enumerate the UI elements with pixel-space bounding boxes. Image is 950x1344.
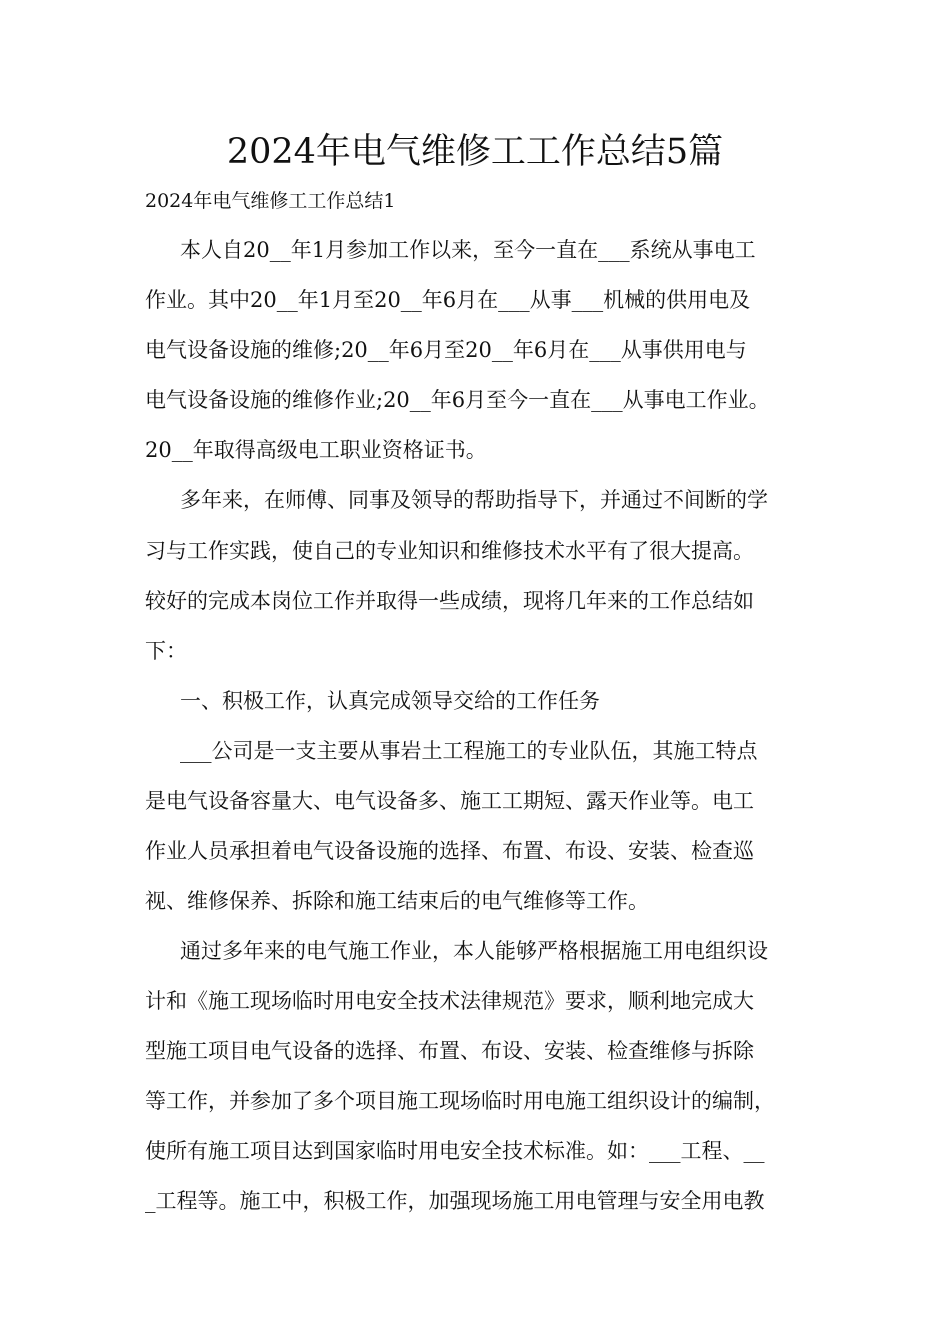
paragraph-line: 作业。其中20__年1月至20__年6月在___从事___机械的供用电及 [145,288,751,312]
section-heading: 一、积极工作，认真完成领导交给的工作任务 [180,689,600,713]
paragraph-line: 视、维修保养、拆除和施工结束后的电气维修等工作。 [145,889,649,913]
paragraph-line: 通过多年来的电气施工作业，本人能够严格根据施工用电组织设 [180,939,768,963]
paragraph-line: 作业人员承担着电气设备设施的选择、布置、布设、安装、检查巡 [145,839,754,863]
paragraph-line: 是电气设备容量大、电气设备多、施工工期短、露天作业等。电工 [145,789,754,813]
paragraph-line: ___公司是一支主要从事岩土工程施工的专业队伍，其施工特点 [180,739,758,763]
paragraph-line: 电气设备设施的维修作业;20__年6月至今一直在___从事电工作业。 [145,388,770,412]
paragraph-line: 习与工作实践，使自己的专业知识和维修技术水平有了很大提高。 [145,539,754,563]
document-title: 2024年电气维修工工作总结5篇 [226,132,724,172]
paragraph-line: 较好的完成本岗位工作并取得一些成绩，现将几年来的工作总结如 [145,589,754,613]
paragraph-line: 多年来，在师傅、同事及领导的帮助指导下，并通过不间断的学 [180,488,768,512]
paragraph-line: 下： [145,639,187,663]
paragraph-line: 电气设备设施的维修;20__年6月至20__年6月在___从事供用电与 [145,338,747,362]
paragraph-line: 20__年取得高级电工职业资格证书。 [145,438,487,462]
paragraph-line: 本人自20__年1月参加工作以来，至今一直在___系统从事电工 [180,238,756,262]
paragraph-line: 计和《施工现场临时用电安全技术法律规范》要求，顺利地完成大 [145,989,754,1013]
paragraph-line: 等工作，并参加了多个项目施工现场临时用电施工组织设计的编制， [145,1089,775,1113]
paragraph-line: _工程等。施工中，积极工作，加强现场施工用电管理与安全用电教 [145,1189,765,1213]
paragraph-line: 型施工项目电气设备的选择、布置、布设、安装、检查维修与拆除 [145,1039,754,1063]
paragraph-line: 使所有施工项目达到国家临时用电安全技术标准。如：___工程、__ [145,1139,765,1163]
section-subtitle: 2024年电气维修工工作总结1 [145,190,396,212]
